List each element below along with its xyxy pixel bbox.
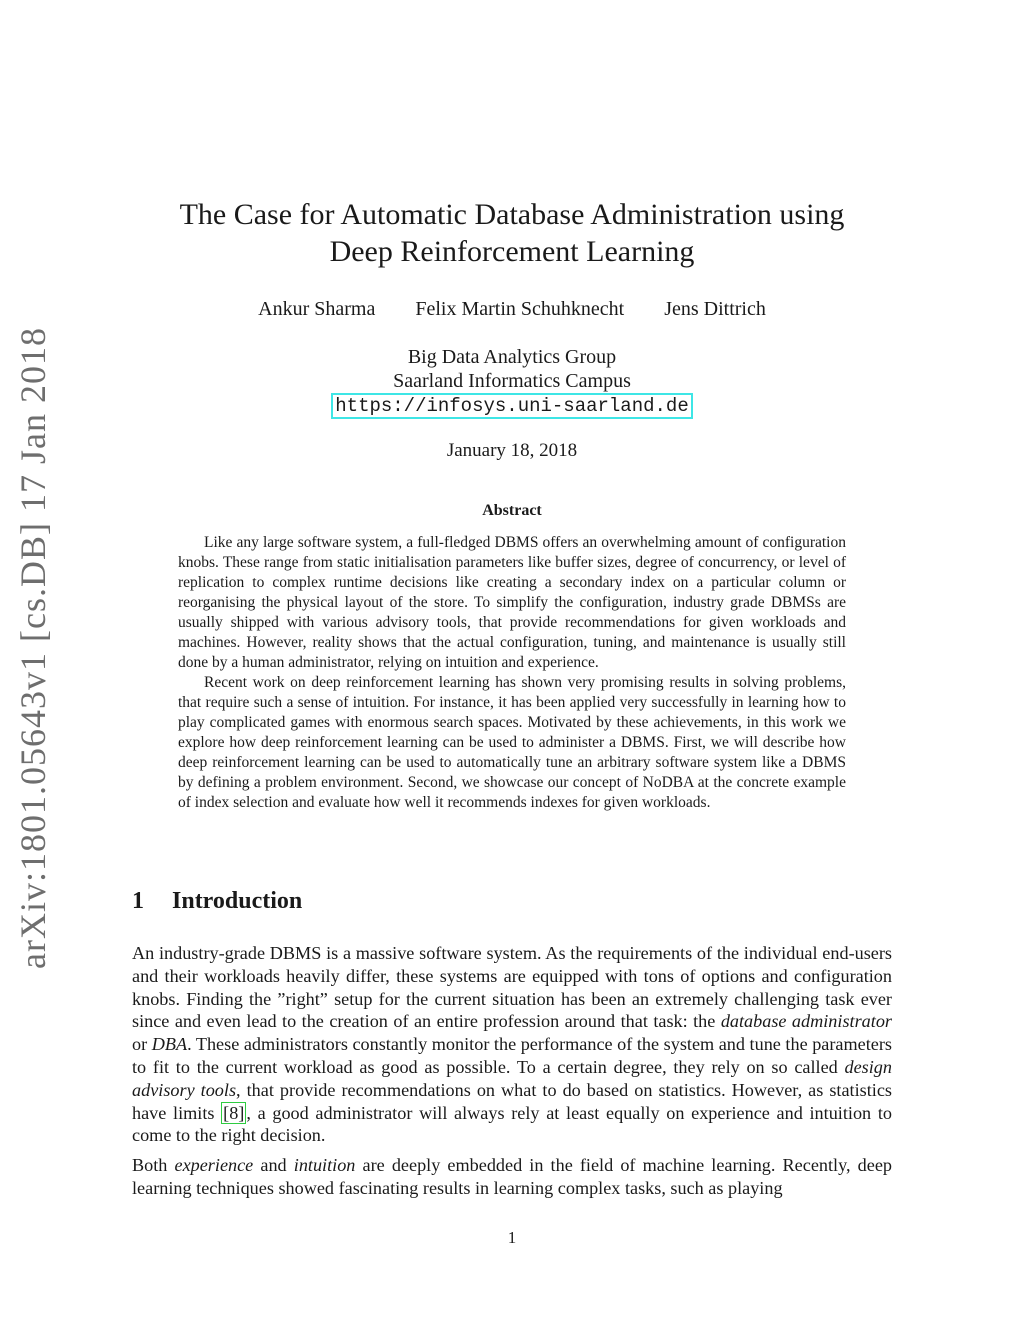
abstract-paragraph: Like any large software system, a full-fledged DBMS offers an overwhelming amount of configuration knobs. These range from static initialisation parameters like buffer sizes, degree of concurrency, or level of replication to complex runtime decisions like creating a secondary index on a particular column or reorganising the physical layout of the store. To simplify the configuration, industry grade DBMSs are usually shipped with various advisory tools, that provide recommendations for given workloads and machines. However, reality shows that the actual configuration, tuning, and maintenance is usually still done by a human administrator, relying on intuition and experience. xyxy=(178,534,846,671)
citation-link[interactable]: [8] xyxy=(223,1102,245,1123)
author-name: Jens Dittrich xyxy=(664,298,766,320)
emphasis-text: design advisory tools xyxy=(132,1056,892,1100)
emphasis-text: experience xyxy=(174,1155,254,1176)
section-number: 1 xyxy=(132,888,144,914)
affiliation-url-link[interactable]: https://infosys.uni-saarland.de xyxy=(331,393,692,419)
section-heading xyxy=(132,888,302,915)
emphasis-text: database administrator xyxy=(720,1011,892,1032)
page-number: 1 xyxy=(507,1228,517,1247)
paper-title xyxy=(150,196,874,270)
section-title: Introduction xyxy=(172,888,303,914)
emphasis-text: DBA xyxy=(151,1034,188,1055)
author-list xyxy=(150,298,874,321)
author-name: Felix Martin Schuhknecht xyxy=(415,298,625,320)
emphasis-text: intuition xyxy=(293,1155,356,1176)
intro-paragraph: An industry-grade DBMS is a massive software system. As the requirements of the individual end-users and their workloads heavily differ, these systems are equipped with tons of options and configuration knobs. Finding the ”right” setup for the current situation has been an extremely challenging task ever since and even lead to the creation of an entire profession around that task: the database administrator or DBA. These administrators constantly monitor the performance of the system and tune the parameters to fit to the current workload as good as possible. To a certain degree, they rely on so called design advisory tools, that provide recommendations on what to do based on statistics. However, as statistics have limits [8] , a good administrator will always rely at least equally on experience and intuition to come to the right decision. xyxy=(132,943,892,1146)
author-name: Ankur Sharma xyxy=(258,298,376,320)
introduction-body xyxy=(132,942,892,1207)
title-line-1: The Case for Automatic Database Administration using xyxy=(179,198,845,231)
affiliation-group: Big Data Analytics Group xyxy=(407,346,617,368)
publication-date: January 18, 2018 xyxy=(446,440,578,461)
affiliation-campus: Saarland Informatics Campus xyxy=(393,370,631,392)
arxiv-sidebar xyxy=(10,326,56,969)
intro-paragraph: Both experience and intuition are deeply embedded in the field of machine learning. Recently, deep learning techniques showed fascinating results in learning complex tasks, such as playing xyxy=(132,1155,893,1198)
abstract-paragraph: Recent work on deep reinforcement learning has shown very promising results in solving problems, that require such a sense of intuition. For instance, it has been applied very successfully in learning how to play complicated games with enormous search spaces. Motivated by these achievements, in this work we explore how deep reinforcement learning can be used to administer a DBMS. First, we will describe how deep reinforcement learning can be used to automatically tune an arbitrary software system like a DBMS by defining a problem environment. Second, we showcase our concept of NoDBA at the concrete example of index selection and evaluate how well it recommends indexes for given workloads. xyxy=(178,674,846,811)
abstract-heading: Abstract xyxy=(482,502,542,519)
abstract-body xyxy=(178,533,846,813)
affiliation xyxy=(150,345,874,419)
arxiv-identifier: arXiv:1801.05643v1 [cs.DB] 17 Jan 2018 xyxy=(13,326,53,969)
title-line-2: Deep Reinforcement Learning xyxy=(329,235,695,268)
